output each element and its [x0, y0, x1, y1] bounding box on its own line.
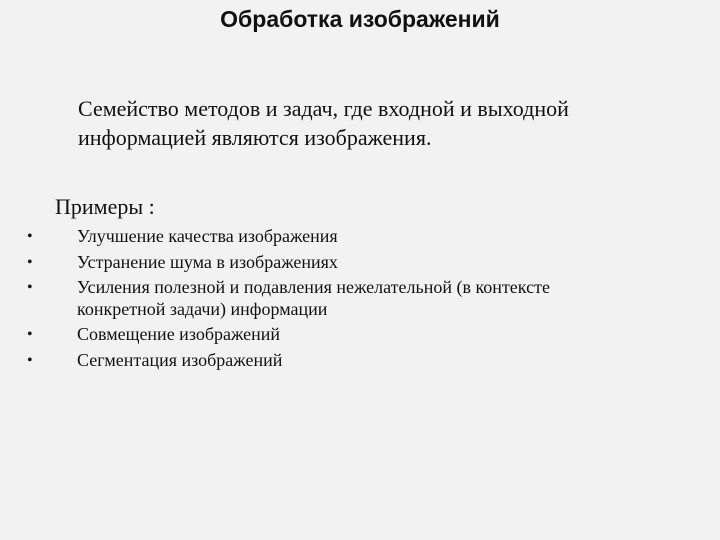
list-item-text: Улучшение качества изображения — [77, 226, 338, 246]
list-item-text: Устранение шума в изображениях — [77, 251, 338, 272]
examples-list — [0, 226, 700, 375]
bullet-icon: • — [27, 253, 33, 271]
bullet-icon: • — [27, 351, 33, 369]
bullet-icon: • — [27, 228, 33, 245]
examples-label: Примеры : — [55, 194, 155, 219]
definition-text: Семейство методов и задач, где входной и выходной информацией являются изображения. — [78, 96, 569, 150]
bullet-icon: • — [27, 326, 33, 343]
slide-title: Обработка изображений — [220, 6, 500, 32]
list-item — [0, 252, 637, 274]
list-item-text: Сегментация изображений — [77, 349, 283, 370]
list-item — [0, 350, 637, 372]
list-item — [0, 226, 637, 248]
list-item — [0, 324, 637, 346]
list-item-text: Совмещение изображений — [77, 324, 281, 344]
list-item — [0, 277, 637, 320]
list-item-text: Усиления полезной и подавления нежелательной (в контексте конкретной задачи) информации — [77, 277, 550, 319]
bullet-icon: • — [27, 279, 33, 296]
